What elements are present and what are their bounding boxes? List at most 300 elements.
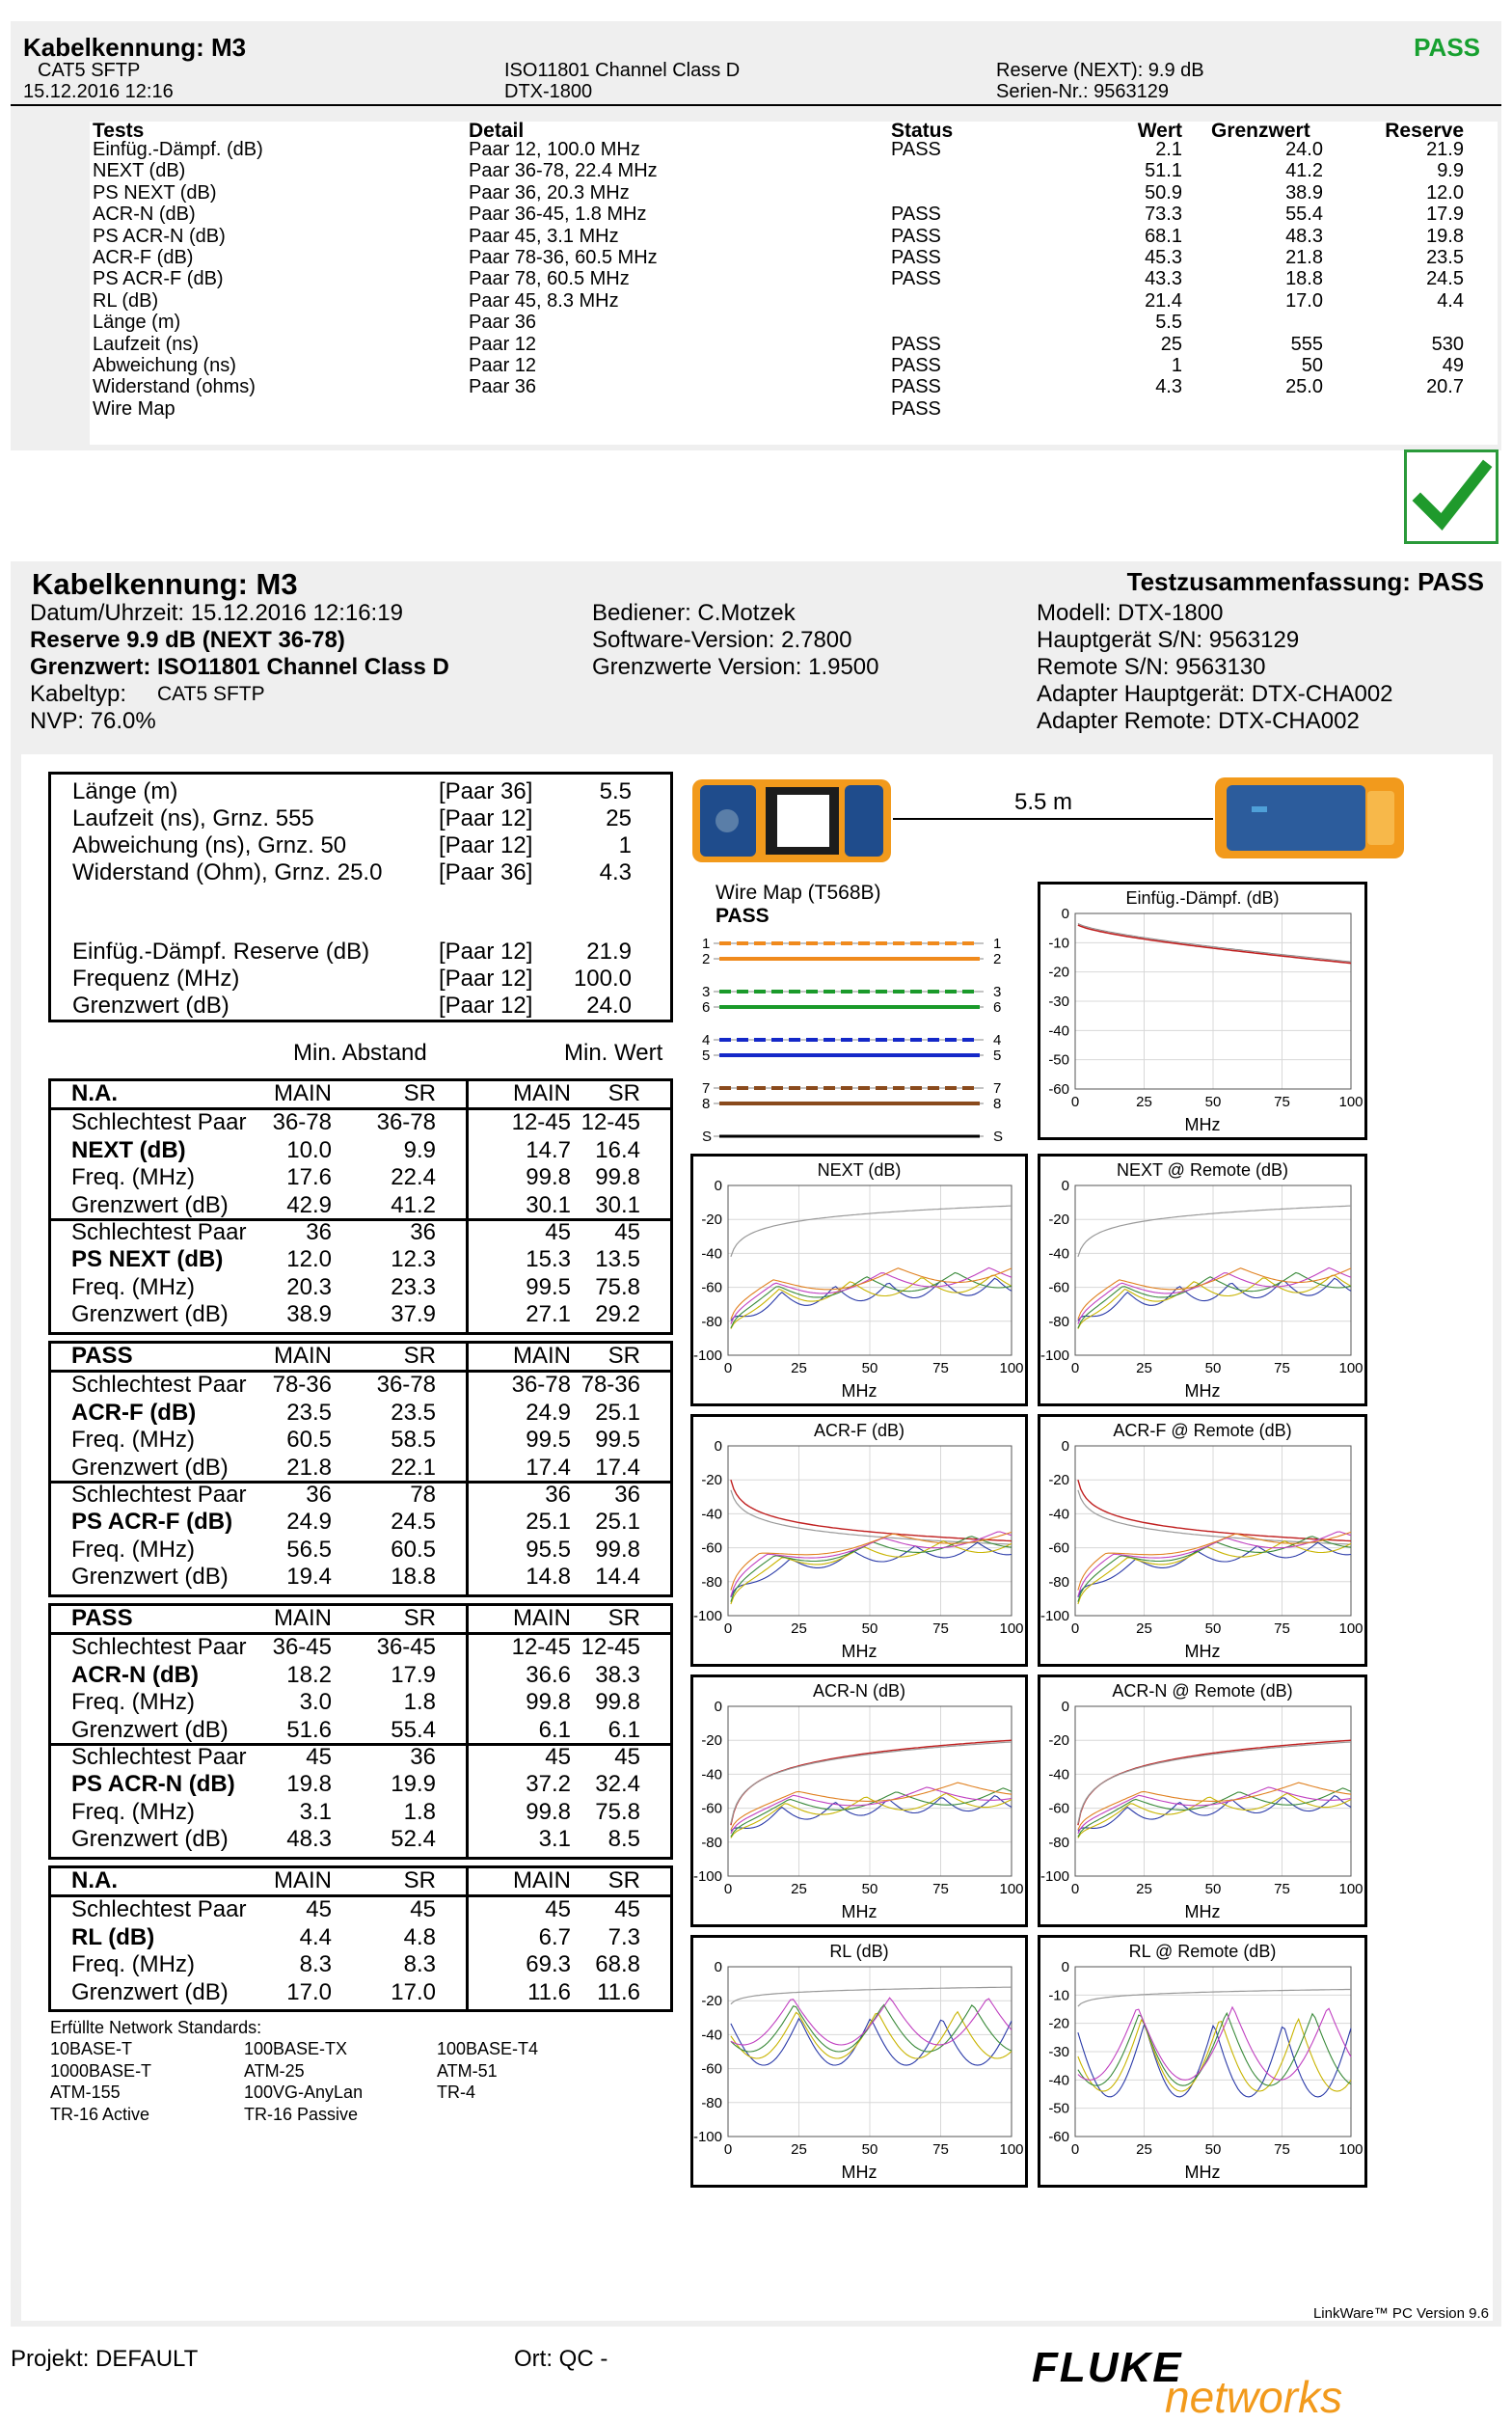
summary-cell: 51.1 bbox=[1145, 160, 1182, 182]
chart-xlabel: MHz bbox=[1184, 1115, 1221, 1134]
chart-xtick: 0 bbox=[723, 1360, 733, 1376]
wiremap-pin-right: 8 bbox=[993, 1096, 1002, 1112]
result-row-label: ACR-N (dB) bbox=[71, 1661, 199, 1688]
result-cell: 36 bbox=[306, 1482, 332, 1508]
result-cell: 8.3 bbox=[299, 1951, 332, 1978]
chart-ytick: -40 bbox=[1048, 1245, 1069, 1263]
chart-xtick: 50 bbox=[861, 1881, 878, 1897]
chart-ytick: -100 bbox=[693, 1868, 722, 1885]
chart-series bbox=[731, 1787, 1012, 1834]
summary-cell: PS NEXT (dB) bbox=[93, 181, 217, 204]
summary-cell: Abweichung (ns) bbox=[93, 355, 236, 376]
footer-location: Ort: QC - bbox=[514, 2346, 608, 2372]
chart-xtick: 25 bbox=[791, 2141, 807, 2158]
result-cell: 25.1 bbox=[595, 1399, 640, 1426]
chart-title: NEXT @ Remote (dB) bbox=[1117, 1160, 1288, 1180]
chart-xtick: 0 bbox=[723, 1881, 733, 1897]
wiremap-pin-right: S bbox=[993, 1129, 1004, 1145]
chart-xtick: 25 bbox=[1136, 1620, 1152, 1637]
result-row-label: Schlechtest Paar bbox=[71, 1219, 247, 1245]
detail-title: Kabelkennung: M3 bbox=[32, 567, 298, 601]
chart-ytick: -60 bbox=[701, 2060, 722, 2078]
chart-ins bbox=[1038, 882, 1367, 1140]
chart-title: NEXT (dB) bbox=[817, 1160, 902, 1180]
chart-ytick: -20 bbox=[1048, 1472, 1069, 1489]
chart-next bbox=[690, 1154, 1028, 1406]
result-table-col-2: MAIN bbox=[513, 1343, 571, 1369]
summary-panel bbox=[11, 21, 1501, 450]
result-table-col-1: SR bbox=[403, 1343, 436, 1369]
logo-networks: networks bbox=[1165, 2372, 1343, 2422]
summary-cell: PASS bbox=[891, 225, 941, 247]
summary-title: Kabelkennung: M3 bbox=[23, 33, 247, 62]
result-cell: 36-78 bbox=[376, 1109, 436, 1136]
chart-xtick: 50 bbox=[861, 2141, 878, 2158]
summary-cell: Widerstand (ohms) bbox=[93, 376, 256, 398]
insertion-row-value: 24.0 bbox=[586, 993, 632, 1019]
chart-xlabel: MHz bbox=[841, 2163, 878, 2182]
result-cell: 36 bbox=[614, 1482, 640, 1508]
summary-cell: 9.9 bbox=[1437, 160, 1464, 182]
standard-item: TR-16 Passive bbox=[244, 2104, 359, 2124]
chart-series bbox=[1078, 1783, 1351, 1830]
result-cell: 16.4 bbox=[595, 1136, 640, 1163]
detail-main-sn: Hauptgerät S/N: 9563129 bbox=[1037, 627, 1300, 653]
result-cell: 99.8 bbox=[595, 1164, 640, 1191]
fluke-networks-logo bbox=[1032, 2342, 1446, 2422]
chart-title: ACR-F @ Remote (dB) bbox=[1113, 1421, 1292, 1440]
summary-cell: PASS bbox=[891, 376, 941, 398]
result-cell: 12-45 bbox=[580, 1109, 640, 1136]
chart-ytick: -40 bbox=[1048, 1022, 1069, 1040]
chart-xtick: 100 bbox=[1338, 1360, 1364, 1376]
detail-cable-value: CAT5 SFTP bbox=[157, 683, 265, 705]
result-cell: 58.5 bbox=[391, 1427, 436, 1454]
chart-ytick: 0 bbox=[1061, 1959, 1069, 1975]
result-table-col-2: MAIN bbox=[513, 1080, 571, 1106]
summary-reserve: Reserve (NEXT): 9.9 dB bbox=[996, 60, 1204, 81]
wiremap-title: Wire Map (T568B) bbox=[716, 882, 881, 904]
result-table-col-0: MAIN bbox=[274, 1343, 332, 1369]
summary-cell: PASS bbox=[891, 397, 941, 420]
result-row-label: Schlechtest Paar bbox=[71, 1109, 247, 1136]
result-cell: 22.4 bbox=[391, 1164, 436, 1191]
wiremap-pin-left: 2 bbox=[702, 951, 711, 967]
remote-unit-image bbox=[1213, 776, 1406, 860]
detail-reserve: Reserve 9.9 dB (NEXT 36-78) bbox=[30, 627, 345, 653]
result-cell: 8.5 bbox=[608, 1826, 640, 1853]
wiremap-pin-right: 5 bbox=[993, 1048, 1002, 1064]
result-table-col-3: SR bbox=[608, 1605, 640, 1631]
insertion-row-label: Grenzwert (dB) bbox=[72, 993, 230, 1019]
result-row-label: Schlechtest Paar bbox=[71, 1482, 247, 1508]
pass-check-icon bbox=[1404, 449, 1498, 544]
result-cell: 19.9 bbox=[391, 1771, 436, 1798]
chart-acrn bbox=[690, 1674, 1028, 1927]
chart-xtick: 25 bbox=[791, 1620, 807, 1637]
summary-cell: Paar 12, 100.0 MHz bbox=[469, 139, 640, 160]
result-cell: 42.9 bbox=[286, 1191, 332, 1218]
wiremap-pin-right: 2 bbox=[993, 951, 1002, 967]
result-cell: 18.2 bbox=[286, 1661, 332, 1688]
result-cell: 99.8 bbox=[526, 1689, 571, 1716]
chart-ytick: -40 bbox=[1048, 1766, 1069, 1783]
chart-plot bbox=[1040, 1938, 1364, 2185]
result-table-status: PASS bbox=[71, 1343, 133, 1369]
logo-fluke: FLUKE bbox=[1032, 2344, 1183, 2391]
result-cell: 38.9 bbox=[286, 1301, 332, 1328]
linkware-version: LinkWare™ PC Version 9.6 bbox=[1312, 2305, 1489, 2322]
chart-ytick: -20 bbox=[1048, 2015, 1069, 2032]
summary-cell: 23.5 bbox=[1426, 247, 1464, 268]
min-abstand-label: Min. Abstand bbox=[293, 1040, 427, 1066]
result-cell: 20.3 bbox=[286, 1273, 332, 1300]
result-table-col-2: MAIN bbox=[513, 1867, 571, 1893]
chart-xtick: 25 bbox=[1136, 2141, 1152, 2158]
result-row-label: PS ACR-N (dB) bbox=[71, 1771, 235, 1798]
summary-cell: PASS bbox=[891, 204, 941, 226]
chart-ytick: 0 bbox=[1061, 1699, 1069, 1715]
standards-title: Erfüllte Network Standards: bbox=[50, 2018, 262, 2037]
standard-item: TR-16 Active bbox=[50, 2104, 150, 2124]
result-cell: 41.2 bbox=[391, 1191, 436, 1218]
chart-xtick: 75 bbox=[932, 1620, 949, 1637]
summary-header-5: Reserve bbox=[1385, 120, 1464, 142]
summary-cell: 5.5 bbox=[1155, 312, 1182, 334]
length-row-value: 4.3 bbox=[599, 859, 632, 885]
detail-model: Modell: DTX-1800 bbox=[1037, 600, 1224, 626]
result-cell: 23.5 bbox=[391, 1399, 436, 1426]
chart-xlabel: MHz bbox=[841, 1642, 878, 1661]
length-row-pair: [Paar 36] bbox=[439, 778, 533, 804]
summary-header-1: Detail bbox=[469, 120, 525, 142]
result-cell: 68.8 bbox=[595, 1951, 640, 1978]
result-cell: 12-45 bbox=[511, 1109, 571, 1136]
result-cell: 6.1 bbox=[538, 1716, 571, 1743]
summary-cell: PS ACR-F (dB) bbox=[93, 268, 224, 290]
chart-ytick: -30 bbox=[1048, 994, 1069, 1010]
result-cell: 18.8 bbox=[391, 1564, 436, 1591]
summary-cell: 24.0 bbox=[1285, 139, 1323, 160]
standard-item: 100VG-AnyLan bbox=[244, 2083, 364, 2102]
result-cell: 45 bbox=[545, 1219, 571, 1245]
chart-rl bbox=[690, 1935, 1028, 2188]
standard-item: ATM-25 bbox=[244, 2060, 305, 2081]
result-table-status: N.A. bbox=[71, 1867, 118, 1893]
result-cell: 8.3 bbox=[403, 1951, 436, 1978]
chart-series bbox=[1078, 1787, 1351, 1834]
result-cell: 12.3 bbox=[391, 1246, 436, 1273]
detail-datetime: Datum/Uhrzeit: 15.12.2016 12:16:19 bbox=[30, 600, 403, 626]
result-cell: 17.6 bbox=[286, 1164, 332, 1191]
chart-series bbox=[731, 2005, 1012, 2053]
summary-cell: 50 bbox=[1301, 355, 1323, 376]
result-cell: 78-36 bbox=[272, 1372, 332, 1399]
standard-item: ATM-155 bbox=[50, 2083, 121, 2102]
wiremap-status: PASS bbox=[716, 905, 770, 927]
result-row-label: Grenzwert (dB) bbox=[71, 1826, 229, 1853]
summary-cell: Einfüg.-Dämpf. (dB) bbox=[93, 139, 263, 160]
wiremap-pin-left: 3 bbox=[702, 984, 711, 1000]
result-cell: 36 bbox=[410, 1744, 436, 1770]
chart-xtick: 25 bbox=[1136, 1360, 1152, 1376]
link-length: 5.5 m bbox=[1014, 789, 1073, 815]
result-cell: 12-45 bbox=[511, 1634, 571, 1661]
result-cell: 17.0 bbox=[391, 1978, 436, 2005]
result-cell: 37.2 bbox=[526, 1771, 571, 1798]
chart-ytick: 0 bbox=[1061, 1178, 1069, 1194]
result-cell: 45 bbox=[614, 1744, 640, 1770]
wiremap-pin-left: S bbox=[702, 1129, 713, 1145]
chart-ytick: -80 bbox=[701, 1573, 722, 1591]
chart-ytick: -20 bbox=[701, 1732, 722, 1750]
result-cell: 19.8 bbox=[286, 1771, 332, 1798]
chart-xlabel: MHz bbox=[1184, 1902, 1221, 1921]
chart-limit bbox=[1078, 1990, 1351, 2007]
result-cell: 99.5 bbox=[526, 1427, 571, 1454]
chart-series bbox=[731, 1537, 1012, 1602]
chart-ytick: -100 bbox=[1040, 1868, 1069, 1885]
chart-title: ACR-N @ Remote (dB) bbox=[1112, 1681, 1293, 1701]
result-cell: 24.5 bbox=[391, 1509, 436, 1536]
summary-header-3: Wert bbox=[1137, 120, 1182, 142]
summary-cell: 2.1 bbox=[1155, 139, 1182, 160]
result-row-label: Grenzwert (dB) bbox=[71, 1301, 229, 1328]
chart-ytick: -20 bbox=[701, 1472, 722, 1489]
chart-ytick: -20 bbox=[1048, 1732, 1069, 1750]
length-row-label: Länge (m) bbox=[72, 778, 178, 804]
chart-xtick: 25 bbox=[791, 1881, 807, 1897]
length-row-value: 25 bbox=[606, 805, 632, 831]
summary-cell: PASS bbox=[891, 139, 941, 160]
chart-xtick: 0 bbox=[1070, 1094, 1080, 1110]
chart-acrn bbox=[1038, 1674, 1367, 1927]
result-cell: 75.8 bbox=[595, 1798, 640, 1825]
summary-header-2: Status bbox=[891, 120, 954, 142]
result-table-col-1: SR bbox=[403, 1080, 436, 1106]
wiremap-pin-left: 1 bbox=[702, 936, 711, 952]
result-row-label: PS ACR-F (dB) bbox=[71, 1509, 233, 1536]
result-cell: 55.4 bbox=[391, 1716, 436, 1743]
summary-cell: 41.2 bbox=[1285, 160, 1323, 182]
chart-ytick: -60 bbox=[1048, 1800, 1069, 1817]
result-cell: 36-78 bbox=[511, 1372, 571, 1399]
result-cell: 3.0 bbox=[299, 1689, 332, 1716]
result-cell: 45 bbox=[306, 1896, 332, 1923]
result-cell: 78-36 bbox=[580, 1372, 640, 1399]
chart-xtick: 100 bbox=[1338, 1620, 1364, 1637]
result-cell: 17.4 bbox=[526, 1454, 571, 1481]
chart-ytick: -80 bbox=[1048, 1313, 1069, 1330]
chart-xtick: 25 bbox=[1136, 1881, 1152, 1897]
result-cell: 14.7 bbox=[526, 1136, 571, 1163]
chart-plot bbox=[1040, 1677, 1364, 1924]
chart-ytick: -20 bbox=[701, 1212, 722, 1229]
chart-xtick: 100 bbox=[1338, 2141, 1364, 2158]
result-row-label: Freq. (MHz) bbox=[71, 1427, 195, 1454]
result-table-col-0: MAIN bbox=[274, 1605, 332, 1631]
detail-remote-sn: Remote S/N: 9563130 bbox=[1037, 654, 1266, 680]
detail-limits-version: Grenzwerte Version: 1.9500 bbox=[592, 654, 879, 680]
summary-cell: 55.4 bbox=[1285, 204, 1323, 226]
standard-item: 100BASE-TX bbox=[244, 2039, 348, 2058]
result-cell: 17.9 bbox=[391, 1661, 436, 1688]
result-row-label: Grenzwert (dB) bbox=[71, 1716, 229, 1743]
summary-cell: Paar 12 bbox=[469, 333, 537, 355]
detail-adapter-remote: Adapter Remote: DTX-CHA002 bbox=[1037, 708, 1360, 734]
result-table-col-3: SR bbox=[608, 1080, 640, 1106]
summary-cell: PASS bbox=[891, 268, 941, 290]
summary-cell: Paar 36 bbox=[469, 376, 537, 398]
summary-cell: ACR-F (dB) bbox=[93, 247, 194, 268]
result-cell: 30.1 bbox=[595, 1191, 640, 1218]
result-cell: 56.5 bbox=[286, 1536, 332, 1563]
chart-series bbox=[731, 2019, 1012, 2066]
chart-ytick: -50 bbox=[1048, 1051, 1069, 1069]
result-cell: 27.1 bbox=[526, 1301, 571, 1328]
result-row-label: Grenzwert (dB) bbox=[71, 1191, 229, 1218]
result-cell: 60.5 bbox=[286, 1427, 332, 1454]
chart-ytick: 0 bbox=[714, 1699, 722, 1715]
wiremap-pin-left: 8 bbox=[702, 1096, 711, 1112]
chart-ytick: -80 bbox=[701, 2094, 722, 2111]
chart-xtick: 25 bbox=[791, 1360, 807, 1376]
wiremap-pin-right: 4 bbox=[993, 1032, 1002, 1048]
standard-item: 10BASE-T bbox=[50, 2039, 133, 2058]
result-cell: 13.5 bbox=[595, 1246, 640, 1273]
result-table-status: N.A. bbox=[71, 1080, 118, 1106]
chart-next bbox=[1038, 1154, 1367, 1406]
result-row-label: Freq. (MHz) bbox=[71, 1164, 195, 1191]
summary-cell: 68.1 bbox=[1145, 225, 1182, 247]
result-table-col-0: MAIN bbox=[274, 1080, 332, 1106]
chart-ytick: -100 bbox=[693, 1348, 722, 1364]
summary-serial: Serien-Nr.: 9563129 bbox=[996, 81, 1170, 102]
standard-item: 1000BASE-T bbox=[50, 2060, 152, 2081]
chart-xlabel: MHz bbox=[1184, 2163, 1221, 2182]
chart-ytick: -40 bbox=[701, 1245, 722, 1263]
result-cell: 23.3 bbox=[391, 1273, 436, 1300]
result-cell: 21.8 bbox=[286, 1454, 332, 1481]
result-cell: 36 bbox=[306, 1219, 332, 1245]
result-cell: 36 bbox=[545, 1482, 571, 1508]
summary-limit: ISO11801 Channel Class D bbox=[504, 60, 741, 81]
chart-ytick: 0 bbox=[714, 1438, 722, 1455]
result-cell: 99.8 bbox=[595, 1536, 640, 1563]
chart-xtick: 75 bbox=[932, 1360, 949, 1376]
result-row-label: Grenzwert (dB) bbox=[71, 1564, 229, 1591]
chart-plot bbox=[1040, 1157, 1364, 1403]
chart-xlabel: MHz bbox=[841, 1381, 878, 1401]
chart-xtick: 50 bbox=[861, 1620, 878, 1637]
result-row-label: Freq. (MHz) bbox=[71, 1951, 195, 1978]
chart-plot bbox=[693, 1938, 1025, 2185]
result-cell: 36-45 bbox=[376, 1634, 436, 1661]
chart-xtick: 75 bbox=[1274, 1620, 1290, 1637]
chart-ytick: -60 bbox=[1048, 1539, 1069, 1557]
summary-cell: 17.0 bbox=[1285, 289, 1323, 312]
result-cell: 3.1 bbox=[538, 1826, 571, 1853]
insertion-row-value: 100.0 bbox=[573, 966, 632, 992]
chart-ytick: 0 bbox=[1061, 906, 1069, 922]
result-row-label: PS NEXT (dB) bbox=[71, 1246, 224, 1273]
chart-ytick: -40 bbox=[701, 1506, 722, 1523]
summary-datetime: 15.12.2016 12:16 bbox=[23, 81, 174, 102]
result-cell: 3.1 bbox=[299, 1798, 332, 1825]
link-cable-line bbox=[893, 818, 1213, 820]
summary-cell: PASS bbox=[891, 247, 941, 268]
chart-title: ACR-N (dB) bbox=[812, 1681, 905, 1701]
result-cell: 36-78 bbox=[272, 1109, 332, 1136]
summary-cell: Laufzeit (ns) bbox=[93, 333, 200, 355]
result-table-col-1: SR bbox=[403, 1605, 436, 1631]
chart-xtick: 75 bbox=[932, 1881, 949, 1897]
result-cell: 45 bbox=[306, 1744, 332, 1770]
chart-xtick: 25 bbox=[1136, 1094, 1152, 1110]
summary-cell: 12.0 bbox=[1426, 181, 1464, 204]
chart-xtick: 50 bbox=[1204, 2141, 1222, 2158]
summary-cell: 45.3 bbox=[1145, 247, 1182, 268]
result-row-label: Schlechtest Paar bbox=[71, 1372, 247, 1399]
chart-xtick: 0 bbox=[1070, 2141, 1080, 2158]
chart-ytick: -60 bbox=[1048, 2129, 1069, 2145]
wiremap-pin-left: 7 bbox=[702, 1080, 711, 1097]
summary-pass-status: PASS bbox=[1414, 33, 1480, 62]
summary-cell: 48.3 bbox=[1285, 225, 1323, 247]
chart-rl2 bbox=[1038, 1935, 1367, 2188]
summary-cell: Wire Map bbox=[93, 397, 176, 420]
chart-series bbox=[1078, 1480, 1351, 1540]
insertion-row-label: Einfüg.-Dämpf. Reserve (dB) bbox=[72, 939, 370, 965]
result-row-label: Freq. (MHz) bbox=[71, 1689, 195, 1716]
summary-cell: 18.8 bbox=[1285, 268, 1323, 290]
result-cell: 9.9 bbox=[403, 1136, 436, 1163]
summary-cell: Paar 12 bbox=[469, 355, 537, 376]
result-cell: 45 bbox=[545, 1896, 571, 1923]
chart-xtick: 75 bbox=[1274, 2141, 1290, 2158]
summary-cell: Paar 36-78, 22.4 MHz bbox=[469, 160, 658, 182]
result-cell: 45 bbox=[410, 1896, 436, 1923]
result-cell: 95.5 bbox=[526, 1536, 571, 1563]
summary-table bbox=[90, 122, 1498, 445]
result-cell: 38.3 bbox=[595, 1661, 640, 1688]
result-cell: 48.3 bbox=[286, 1826, 332, 1853]
length-row-label: Laufzeit (ns), Grnz. 555 bbox=[72, 805, 314, 831]
summary-cell: 555 bbox=[1290, 333, 1323, 355]
chart-xtick: 75 bbox=[1274, 1881, 1290, 1897]
result-row-label: Schlechtest Paar bbox=[71, 1744, 247, 1770]
summary-cell: Paar 78, 60.5 MHz bbox=[469, 268, 630, 290]
summary-cell: 21.4 bbox=[1145, 289, 1182, 312]
summary-header-0: Tests bbox=[93, 120, 145, 142]
summary-cell: Paar 45, 8.3 MHz bbox=[469, 289, 619, 312]
insertion-row-pair: [Paar 12] bbox=[439, 939, 533, 965]
chart-title: Einfüg.-Dämpf. (dB) bbox=[1125, 888, 1280, 908]
result-table-status: PASS bbox=[71, 1605, 133, 1631]
chart-xtick: 100 bbox=[999, 1620, 1024, 1637]
summary-cell: 43.3 bbox=[1145, 268, 1182, 290]
summary-cell: 49 bbox=[1442, 355, 1464, 376]
summary-cell: NEXT (dB) bbox=[93, 160, 186, 182]
result-cell: 1.8 bbox=[403, 1689, 436, 1716]
chart-xtick: 0 bbox=[1070, 1620, 1080, 1637]
wiremap-pin-left: 5 bbox=[702, 1048, 711, 1064]
result-row-label: ACR-F (dB) bbox=[71, 1399, 197, 1426]
detail-software: Software-Version: 2.7800 bbox=[592, 627, 852, 653]
result-table-col-1: SR bbox=[403, 1867, 436, 1893]
summary-cell: 4.3 bbox=[1155, 376, 1182, 398]
result-cell: 11.6 bbox=[597, 1978, 640, 2005]
